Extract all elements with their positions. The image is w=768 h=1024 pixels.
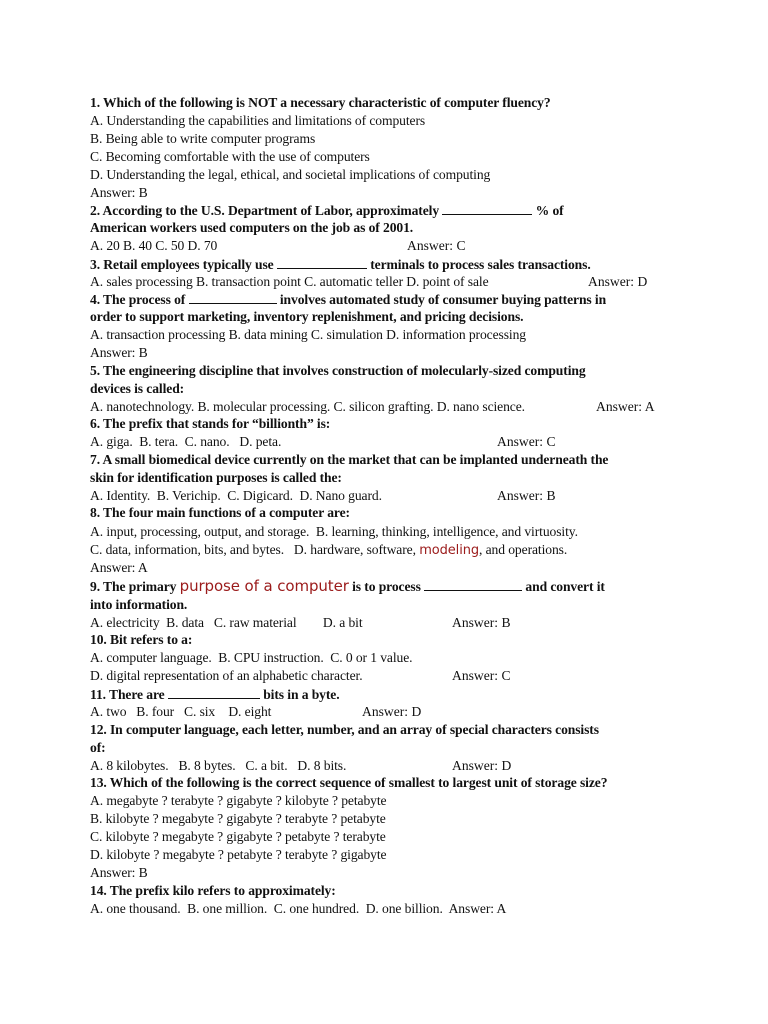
question-11 [90,686,340,703]
q2-answer: Answer: C [407,238,466,253]
q11-options: A. two B. four C. six D. eight [90,704,272,719]
q1-option-a: A. Understanding the capabilities and limitations of computers [90,113,426,128]
question-2-cont: American workers used computers on the job as of 2001. [90,220,414,235]
q12-answer: Answer: D [452,758,512,773]
q9-answer: Answer: B [452,615,511,630]
q9-options: A. electricity B. data C. raw material D. a bit [90,615,363,630]
q3-answer: Answer: D [588,274,648,289]
q1-option-c: C. Becoming comfortable with the use of computers [90,149,370,164]
q11-answer: Answer: D [362,704,422,719]
q8-option-d-tail: , and operations. [479,542,568,557]
question-4-cont: order to support marketing, inventory replenishment, and pricing decisions. [90,309,524,324]
q6-options: A. giga. B. tera. C. nano. D. peta. [90,434,282,449]
question-5-cont: devices is called: [90,381,185,396]
q8-option-c-text: C. data, information, bits, and bytes. D. hardware, software, [90,542,416,557]
q11-text-post: bits in a byte. [263,687,340,702]
q8-options-ab: A. input, processing, output, and storage. B. learning, thinking, intelligence, and virtuosity. [90,524,578,539]
question-4 [90,291,606,308]
q13-option-b: B. kilobyte ? megabyte ? gigabyte ? terabyte ? petabyte [90,811,386,826]
q6-answer: Answer: C [497,434,556,449]
q4-options: A. transaction processing B. data mining C. simulation D. information processing [90,327,526,342]
q12-options: A. 8 kilobytes. B. 8 bytes. C. a bit. D. 8 bits. [90,758,347,773]
q13-option-d: D. kilobyte ? megabyte ? petabyte ? terabyte ? gigabyte [90,847,387,862]
question-7-cont: skin for identification purposes is called the: [90,470,342,485]
q3-options: A. sales processing B. transaction point C. automatic teller D. point of sale [90,274,489,289]
q9-text-mid: is to process [352,579,421,594]
q11-text-pre: 11. There are [90,687,165,702]
question-9 [90,578,605,595]
q2-options: A. 20 B. 40 C. 50 D. 70 [90,238,218,253]
q8-answer: Answer: A [90,560,148,575]
q9-text-pre: 9. The primary [90,579,177,594]
question-12: 12. In computer language, each letter, number, and an array of special characters consists [90,722,599,737]
q7-answer: Answer: B [497,488,556,503]
q13-option-a: A. megabyte ? terabyte ? gigabyte ? kilobyte ? petabyte [90,793,387,808]
q10-options-abc: A. computer language. B. CPU instruction. C. 0 or 1 value. [90,650,413,665]
q7-options: A. Identity. B. Verichip. C. Digicard. D. Nano guard. [90,488,382,503]
q13-option-c: C. kilobyte ? megabyte ? gigabyte ? petabyte ? terabyte [90,829,386,844]
q5-answer: Answer: A [596,399,655,414]
q13-answer: Answer: B [90,865,148,880]
q4-text-pre: 4. The process of [90,292,186,307]
q1-option-d: D. Understanding the legal, ethical, and societal implications of computing [90,167,491,182]
q2-blank [442,202,532,215]
q9-text-post: and convert it [525,579,605,594]
q4-answer: Answer: B [90,345,148,360]
q9-highlight: purpose of a computer [179,577,349,595]
question-13: 13. Which of the following is the correct sequence of smallest to largest unit of storage size? [90,775,608,790]
q4-blank [189,291,277,304]
q2-text-pre: 2. According to the U.S. Department of Labor, approximately [90,203,440,218]
q3-blank [277,256,367,269]
question-5: 5. The engineering discipline that involves construction of molecularly-sized computing [90,363,586,378]
q4-text-post: involves automated study of consumer buying patterns in [279,292,607,307]
q11-blank [168,686,260,699]
q5-options: A. nanotechnology. B. molecular processing. C. silicon grafting. D. nano science. [90,399,525,414]
q8-modeling-highlight: modeling [419,543,480,558]
q10-answer: Answer: C [452,668,511,683]
question-1: 1. Which of the following is NOT a necessary characteristic of computer fluency? [90,95,551,110]
q8-options-cd [90,542,567,559]
q3-text-pre: 3. Retail employees typically use [90,257,274,272]
question-2 [90,202,564,219]
question-14: 14. The prefix kilo refers to approximately: [90,883,336,898]
question-12-cont: of: [90,740,106,755]
q9-blank [424,578,522,591]
q1-option-b: B. Being able to write computer programs [90,131,316,146]
q3-text-post: terminals to process sales transactions. [370,257,591,272]
question-8: 8. The four main functions of a computer are: [90,505,350,520]
question-7: 7. A small biomedical device currently on the market that can be implanted underneath the [90,452,609,467]
question-10: 10. Bit refers to a: [90,632,193,647]
q2-text-post: % of [535,203,564,218]
q10-option-d: D. digital representation of an alphabetic character. [90,668,363,683]
question-6: 6. The prefix that stands for “billionth” is: [90,416,331,431]
question-3 [90,256,591,273]
q1-answer: Answer: B [90,185,148,200]
question-9-cont: into information. [90,597,188,612]
q14-options-answer: A. one thousand. B. one million. C. one hundred. D. one billion. Answer: A [90,901,507,916]
